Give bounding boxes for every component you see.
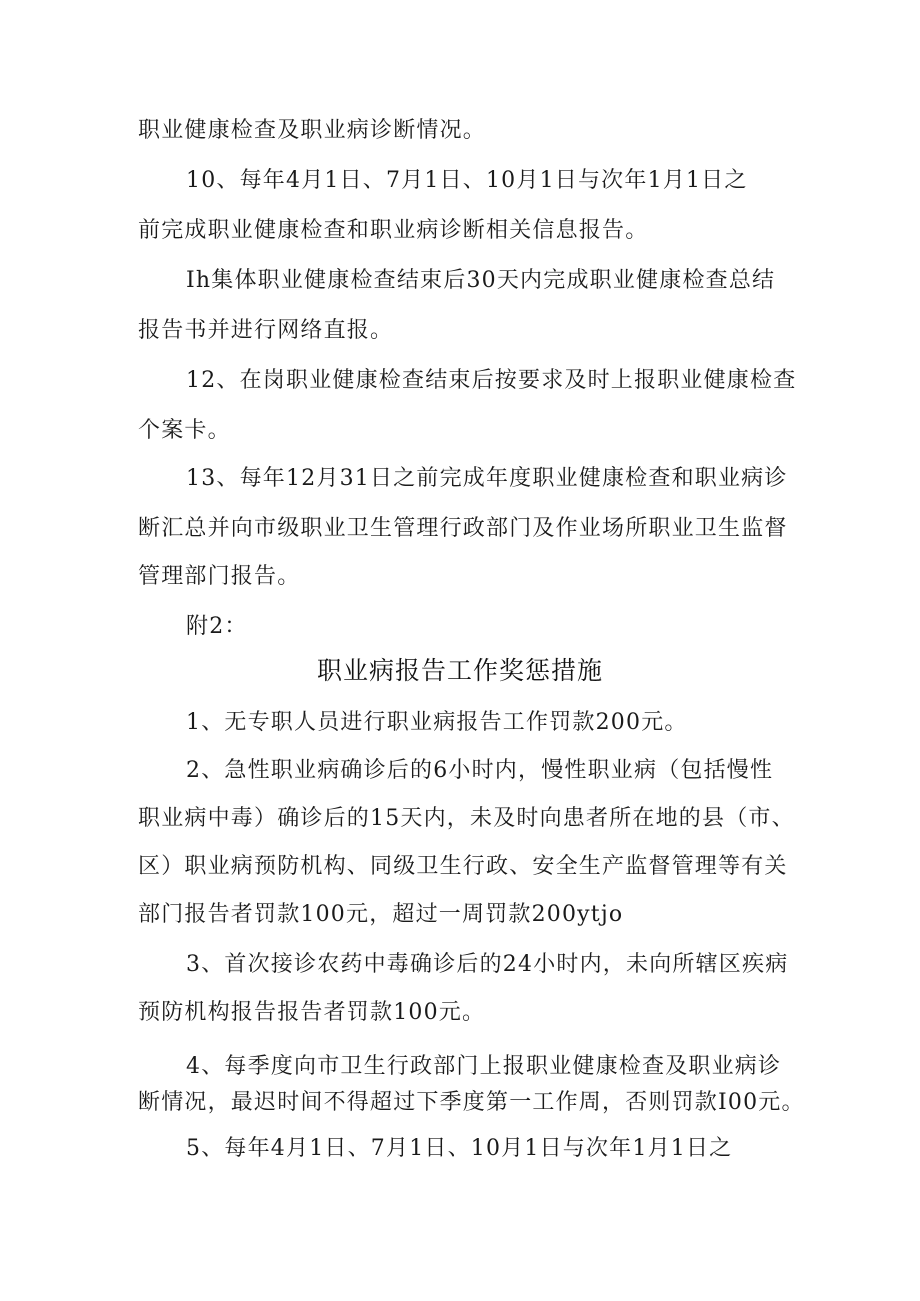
paragraph-line: 断情况，最迟时间不得超过下季度第一工作周，否则罚款I00元。 xyxy=(138,1090,805,1115)
paragraph-line: 职业健康检查及职业病诊断情况。 xyxy=(138,118,487,143)
paragraph-line: 2、急性职业病确诊后的6小时内，慢性职业病（包括慢性 xyxy=(186,758,774,783)
paragraph-line: 3、首次接诊农药中毒确诊后的24小时内，未向所辖区疾病 xyxy=(186,952,789,977)
section-title: 职业病报告工作奖惩措施 xyxy=(316,656,603,685)
paragraph-line: 13、每年12月31日之前完成年度职业健康检查和职业病诊 xyxy=(186,466,788,491)
paragraph-line: 区）职业病预防机构、同级卫生行政、安全生产监督管理等有关 xyxy=(138,854,788,879)
paragraph-line: 12、在岗职业健康检查结束后按要求及时上报职业健康检查 xyxy=(186,368,797,393)
appendix-label: 附2： xyxy=(186,614,248,639)
paragraph-line: 10、每年4月1日、7月1日、10月1日与次年1月1日之 xyxy=(186,168,748,193)
paragraph-line: 4、每季度向市卫生行政部门上报职业健康检查及职业病诊 xyxy=(186,1054,782,1079)
paragraph-line: 部门报告者罚款100元，超过一周罚款200ytjo xyxy=(138,902,624,927)
paragraph-line: Ih集体职业健康检查结束后30天内完成职业健康检查总结 xyxy=(186,268,776,293)
paragraph-line: 5、每年4月1日、7月1日、10月1日与次年1月1日之 xyxy=(186,1136,733,1161)
paragraph-line: 个案卡。 xyxy=(138,418,231,443)
paragraph-line: 预防机构报告报告者罚款100元。 xyxy=(138,1000,486,1025)
paragraph-line: 1、无专职人员进行职业病报告工作罚款200元。 xyxy=(186,710,688,735)
paragraph-line: 前完成职业健康检查和职业病诊断相关信息报告。 xyxy=(138,218,649,243)
paragraph-line: 报告书并进行网络直报。 xyxy=(138,318,394,343)
paragraph-line: 断汇总并向市级职业卫生管理行政部门及作业场所职业卫生监督 xyxy=(138,516,788,541)
paragraph-line: 管理部门报告。 xyxy=(138,564,301,589)
paragraph-line: 职业病中毒）确诊后的15天内，未及时向患者所在地的县（市、 xyxy=(138,806,795,831)
